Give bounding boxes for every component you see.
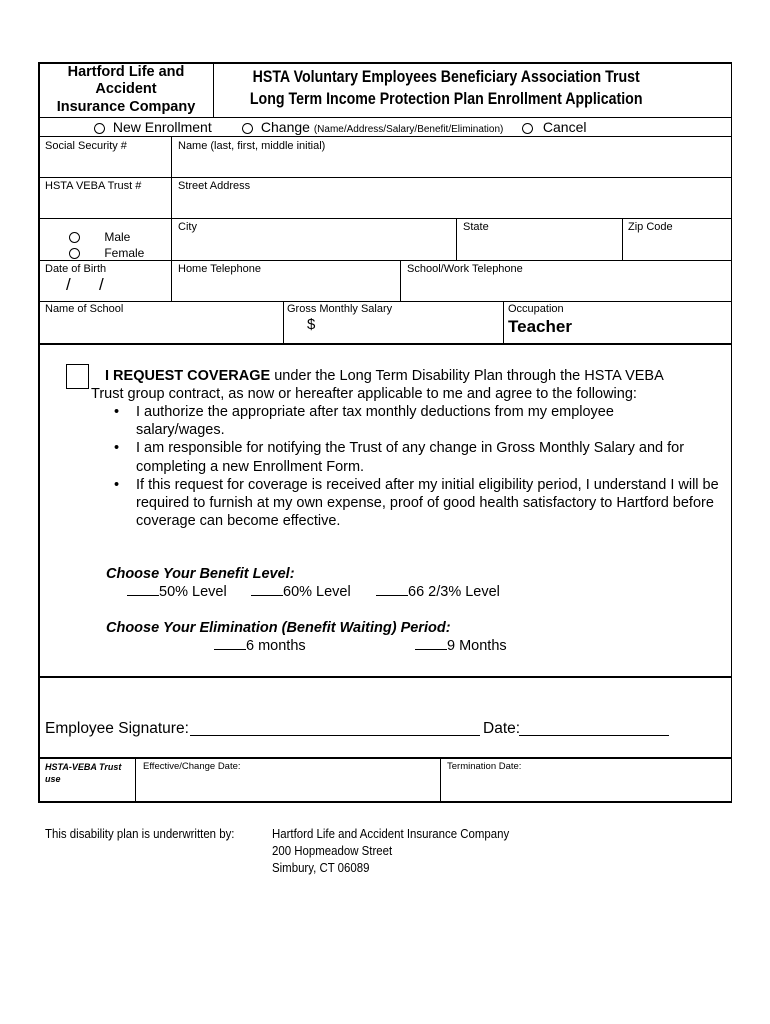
change-note: (Name/Address/Salary/Benefit/Elimination) <box>313 124 504 135</box>
col-divider-work <box>400 260 401 301</box>
coverage-intro-line2: Trust group contract, as now or hereafter applicable to me and agree to the following: <box>91 386 637 403</box>
coverage-terms <box>105 403 730 530</box>
trust-divider-2 <box>440 757 441 802</box>
new-enrollment-option[interactable] <box>94 118 212 136</box>
work-telephone-field[interactable]: School/Work Telephone <box>407 263 523 275</box>
form-title-line-2: Long Term Income Protection Plan Enrollment Application <box>249 90 643 108</box>
underwriter-city: Simbury, CT 06089 <box>272 860 370 875</box>
signature-date-line[interactable] <box>519 735 669 736</box>
coverage-term: • If this request for coverage is received after my initial eligibility period, I understand I will be required to furnish at my own expense, proof of good health satisfactory to Hartford before coverage can become effective. <box>105 476 730 531</box>
home-telephone-field[interactable]: Home Telephone <box>178 263 261 275</box>
benefit-option-60[interactable] <box>251 584 351 600</box>
elimination-6-label: 6 months <box>246 638 306 654</box>
row-rule-4 <box>38 301 732 302</box>
elimination-heading: Choose Your Elimination (Benefit Waiting) Period: <box>106 620 451 636</box>
coverage-checkbox[interactable] <box>66 364 89 389</box>
form-border-bottom <box>38 801 732 803</box>
benefit-60-label: 60% Level <box>283 584 351 600</box>
female-label: Female <box>104 246 145 260</box>
date-of-birth-value: / / <box>66 275 104 294</box>
section-rule-trust-top <box>38 757 732 759</box>
female-radio[interactable] <box>69 248 80 259</box>
trust-divider-1 <box>135 757 136 802</box>
benefit-66-blank[interactable] <box>376 595 408 596</box>
section-rule-sig-top <box>38 676 732 678</box>
female-option[interactable] <box>69 245 144 261</box>
date-of-birth-field[interactable]: Date of Birth <box>45 263 107 275</box>
trust-number-field[interactable]: HSTA VEBA Trust # <box>45 180 142 192</box>
row-rule-2 <box>38 218 732 219</box>
new-enrollment-radio[interactable] <box>94 123 105 134</box>
company-line-2: Accident <box>95 81 157 98</box>
coverage-intro <box>105 367 735 385</box>
benefit-50-label: 50% Level <box>159 584 227 600</box>
underwriter-name: Hartford Life and Accident Insurance Company <box>272 826 510 841</box>
male-label: Male <box>104 230 131 244</box>
col-divider-a <box>171 136 172 301</box>
street-address-field[interactable]: Street Address <box>178 180 251 192</box>
cancel-option[interactable] <box>522 118 586 136</box>
employee-signature-line[interactable] <box>190 735 480 736</box>
form-border-right <box>731 62 733 803</box>
city-field[interactable]: City <box>178 221 197 233</box>
state-field[interactable]: State <box>463 221 489 233</box>
benefit-50-blank[interactable] <box>127 595 159 596</box>
male-option[interactable] <box>69 229 130 245</box>
trust-use-label: HSTA-VEBA Trust use <box>45 762 122 784</box>
company-line-3: Insurance Company <box>56 98 196 115</box>
benefit-level-heading: Choose Your Benefit Level: <box>106 566 295 582</box>
row-rule-5 <box>38 343 732 345</box>
coverage-intro-text: under the Long Term Disability Plan through the HSTA VEBA <box>270 368 664 384</box>
gross-salary-field[interactable]: Gross Monthly Salary <box>287 303 393 315</box>
effective-date-field[interactable]: Effective/Change Date: <box>143 761 241 772</box>
benefit-option-50[interactable] <box>127 584 227 600</box>
form-title <box>214 66 678 110</box>
coverage-term: • I am responsible for notifying the Trust of any change in Gross Monthly Salary and for completing a new Enrollment Form. <box>105 439 730 475</box>
col-divider-state <box>456 218 457 260</box>
school-name-field[interactable]: Name of School <box>45 303 124 315</box>
change-label: Change <box>260 119 310 135</box>
form-title-line-1: HSTA Voluntary Employees Beneficiary Association Trust <box>252 68 640 86</box>
underwriter-address <box>272 825 509 876</box>
underwritten-label: This disability plan is underwritten by: <box>45 826 235 841</box>
signature-date-label: Date: <box>483 720 521 737</box>
new-enrollment-label: New Enrollment <box>112 119 212 135</box>
name-field[interactable]: Name (last, first, middle initial) <box>178 140 326 152</box>
row-rule-1 <box>38 177 732 178</box>
form-border-left <box>38 62 40 803</box>
elimination-9-label: 9 Months <box>447 638 507 654</box>
cancel-radio[interactable] <box>522 123 533 134</box>
cancel-label: Cancel <box>542 119 587 135</box>
coverage-term: • I authorize the appropriate after tax monthly deductions from my employee salary/wages. <box>105 403 730 439</box>
benefit-option-66[interactable] <box>376 584 500 600</box>
change-radio[interactable] <box>242 123 253 134</box>
termination-date-field[interactable]: Termination Date: <box>447 761 522 772</box>
coverage-heading: I REQUEST COVERAGE <box>105 368 271 384</box>
change-option[interactable] <box>242 118 503 139</box>
occupation-value: Teacher <box>508 317 572 336</box>
employee-signature-label: Employee Signature: <box>45 720 189 737</box>
company-name <box>39 64 213 116</box>
elimination-option-9[interactable] <box>415 638 507 654</box>
benefit-66-label: 66 2/3% Level <box>408 584 500 600</box>
elimination-option-6[interactable] <box>214 638 306 654</box>
col-divider-salary <box>283 301 284 343</box>
zip-code-field[interactable]: Zip Code <box>628 221 673 233</box>
col-divider-zip <box>622 218 623 260</box>
elimination-6-blank[interactable] <box>214 649 246 650</box>
company-line-1: Hartford Life and <box>67 64 185 80</box>
coverage-statement <box>91 367 735 403</box>
col-divider-occ <box>503 301 504 343</box>
underwriter-street: 200 Hopmeadow Street <box>272 843 393 858</box>
salary-value: $ <box>307 316 316 333</box>
occupation-field[interactable]: Occupation <box>508 303 564 315</box>
benefit-60-blank[interactable] <box>251 595 283 596</box>
elimination-9-blank[interactable] <box>415 649 447 650</box>
male-radio[interactable] <box>69 232 80 243</box>
ssn-field[interactable]: Social Security # <box>45 140 127 152</box>
